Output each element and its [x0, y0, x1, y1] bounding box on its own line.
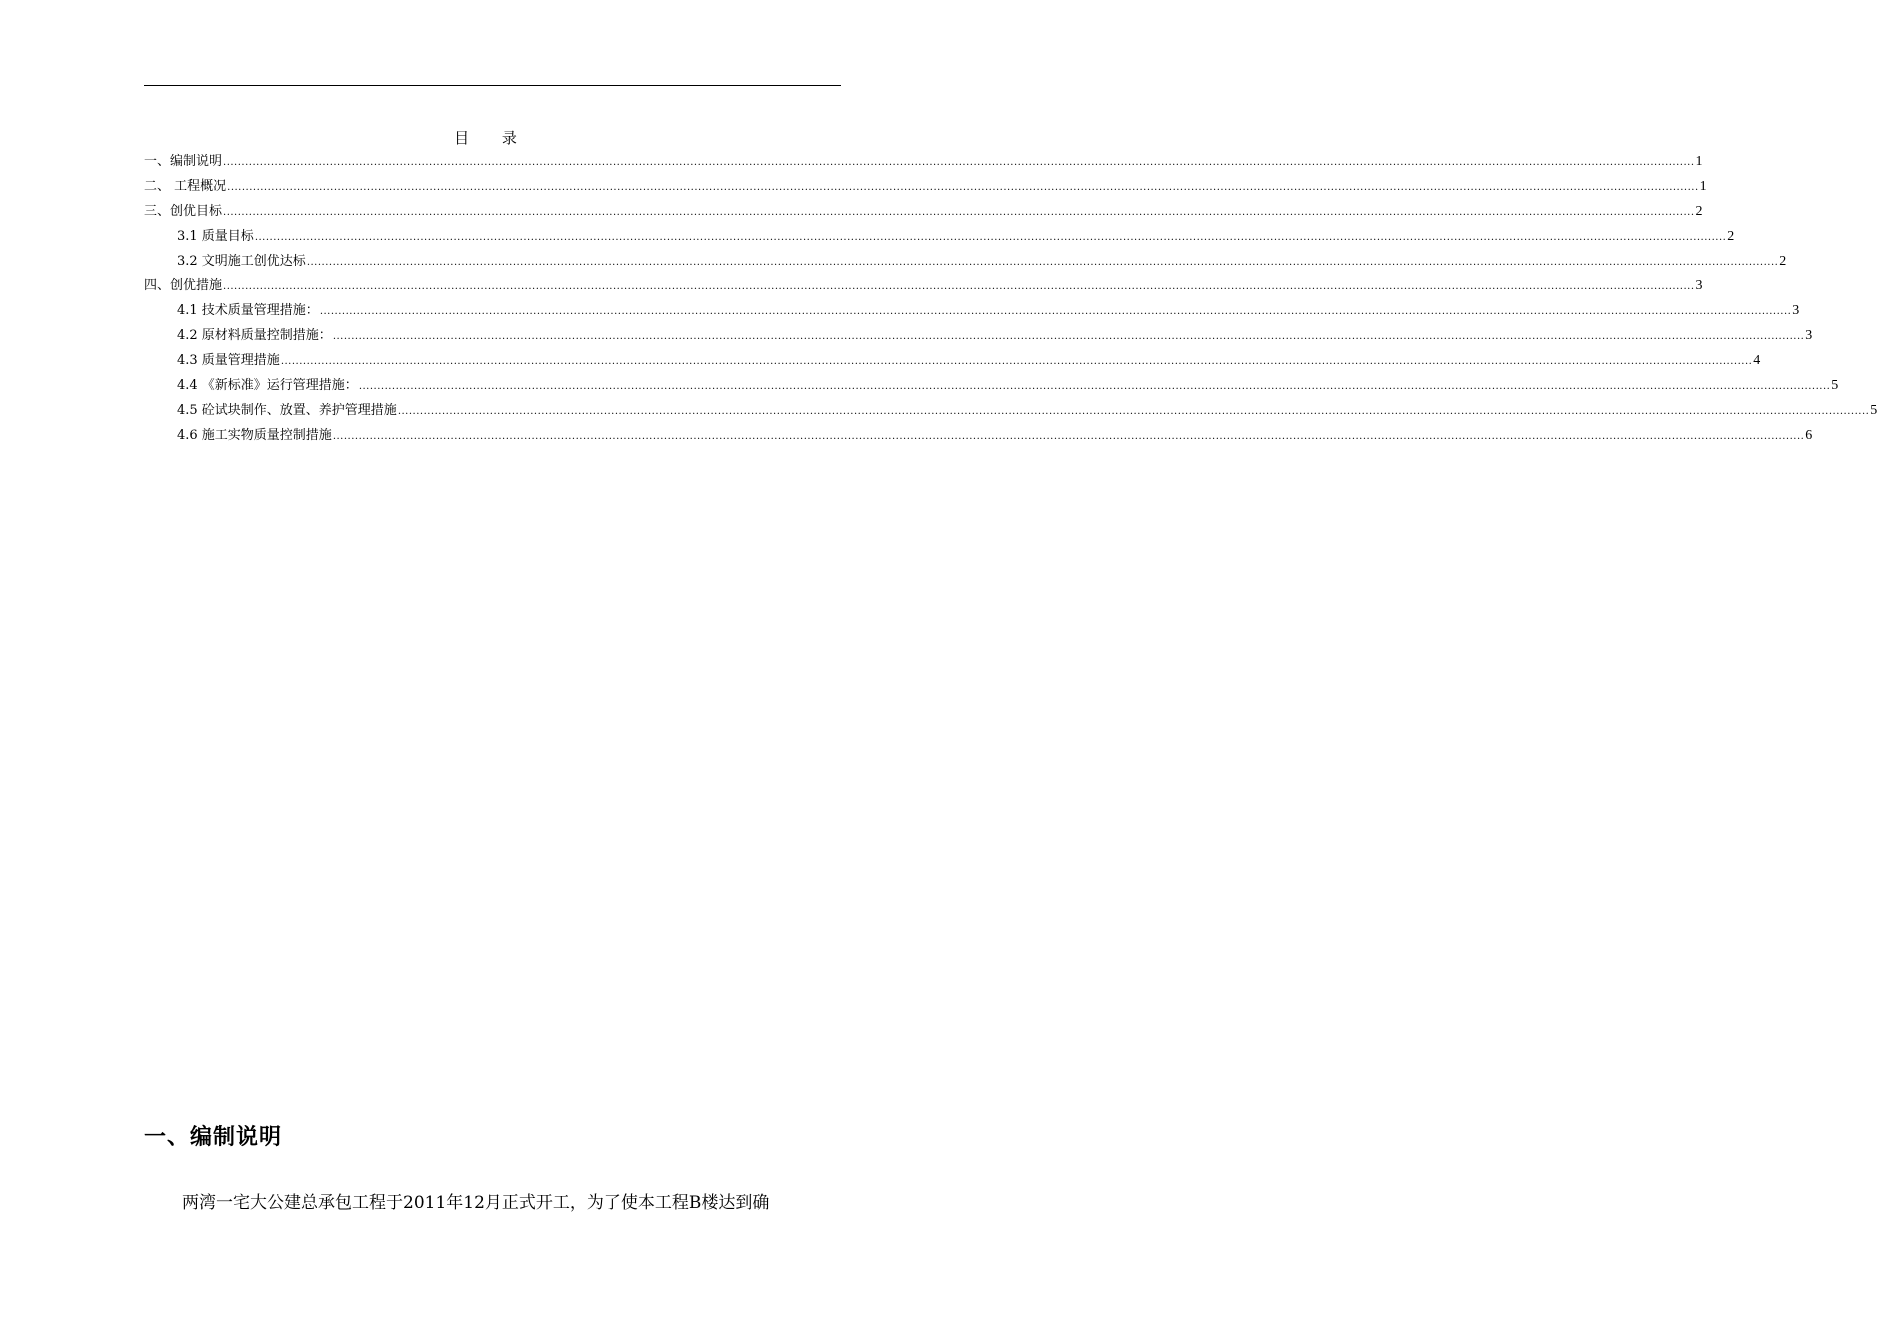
toc-entry[interactable]	[144, 177, 1707, 202]
toc-entry[interactable]	[144, 227, 1735, 252]
toc-dot-leader: ................................................................................................................................................................................................................................................................................................................................................................................................................	[223, 281, 1695, 293]
toc-entry-label: 三、创优目标	[144, 203, 223, 219]
toc-dot-leader: ................................................................................................................................................................................................................................................................................................................................................................................................................	[332, 331, 1805, 343]
toc-dot-leader: ................................................................................................................................................................................................................................................................................................................................................................................................................	[254, 231, 1727, 243]
toc-entry-label: 4.2 原材料质量控制措施：	[177, 328, 332, 344]
toc-entry-page: 6	[1805, 427, 1813, 443]
toc-dot-leader: ................................................................................................................................................................................................................................................................................................................................................................................................................	[223, 206, 1695, 218]
toc-entry-page: 2	[1695, 203, 1703, 219]
section-heading: 一、编制说明	[144, 1125, 283, 1150]
toc-entry-label: 4.1 技术质量管理措施：	[177, 303, 319, 319]
toc-entry-label: 3.1 质量目标	[177, 228, 254, 244]
toc-entry[interactable]	[144, 276, 1703, 301]
toc-entry-label: 4.5 砼试块制作、放置、养护管理措施	[177, 402, 397, 418]
toc-entry-label: 4.6 施工实物质量控制措施	[177, 427, 332, 443]
toc-entry-page: 3	[1695, 278, 1703, 294]
toc-dot-leader: ................................................................................................................................................................................................................................................................................................................................................................................................................	[397, 405, 1870, 417]
toc-entry-label: 4.3 质量管理措施	[177, 353, 280, 369]
toc-entry-label: 4.4 《新标准》运行管理措施：	[177, 378, 358, 394]
toc-entry-label: 3.2 文明施工创优达标	[177, 253, 306, 269]
toc-dot-leader: ................................................................................................................................................................................................................................................................................................................................................................................................................	[227, 181, 1699, 193]
toc-entry[interactable]	[144, 202, 1703, 227]
table-of-contents	[144, 152, 1877, 451]
toc-entry[interactable]	[144, 351, 1761, 376]
toc-dot-leader: ................................................................................................................................................................................................................................................................................................................................................................................................................	[223, 157, 1695, 168]
toc-entry[interactable]	[144, 326, 1813, 351]
toc-entry-page: 1	[1699, 178, 1707, 194]
toc-entry[interactable]	[144, 426, 1813, 451]
toc-entry-page: 3	[1805, 328, 1813, 344]
toc-entry[interactable]	[144, 301, 1800, 326]
toc-entry-label: 一、编制说明	[144, 154, 223, 169]
header-rule	[144, 85, 841, 86]
toc-dot-leader: ................................................................................................................................................................................................................................................................................................................................................................................................................	[280, 356, 1753, 368]
toc-entry-page: 2	[1727, 228, 1735, 244]
toc-entry[interactable]	[144, 252, 1787, 277]
toc-entry-label: 二、 工程概况	[144, 178, 227, 194]
toc-entry[interactable]	[144, 152, 1703, 177]
toc-entry-page: 1	[1695, 154, 1703, 169]
toc-dot-leader: ................................................................................................................................................................................................................................................................................................................................................................................................................	[306, 256, 1779, 268]
toc-entry-page: 5	[1831, 378, 1839, 394]
toc-dot-leader: ................................................................................................................................................................................................................................................................................................................................................................................................................	[319, 306, 1792, 318]
toc-entry-page: 2	[1779, 253, 1787, 269]
toc-title: 目 录	[454, 129, 531, 147]
toc-entry-label: 四、创优措施	[144, 278, 223, 294]
body-paragraph: 两湾一宅大公建总承包工程于2011年12月正式开工，为了使本工程B楼达到确	[182, 1193, 770, 1213]
toc-entry-page: 3	[1792, 303, 1800, 319]
toc-dot-leader: ................................................................................................................................................................................................................................................................................................................................................................................................................	[358, 381, 1831, 393]
toc-entry[interactable]	[144, 376, 1839, 401]
toc-entry[interactable]	[144, 401, 1877, 426]
toc-dot-leader: ................................................................................................................................................................................................................................................................................................................................................................................................................	[332, 430, 1805, 442]
toc-entry-page: 4	[1753, 353, 1761, 369]
toc-entry-page: 5	[1870, 402, 1877, 418]
